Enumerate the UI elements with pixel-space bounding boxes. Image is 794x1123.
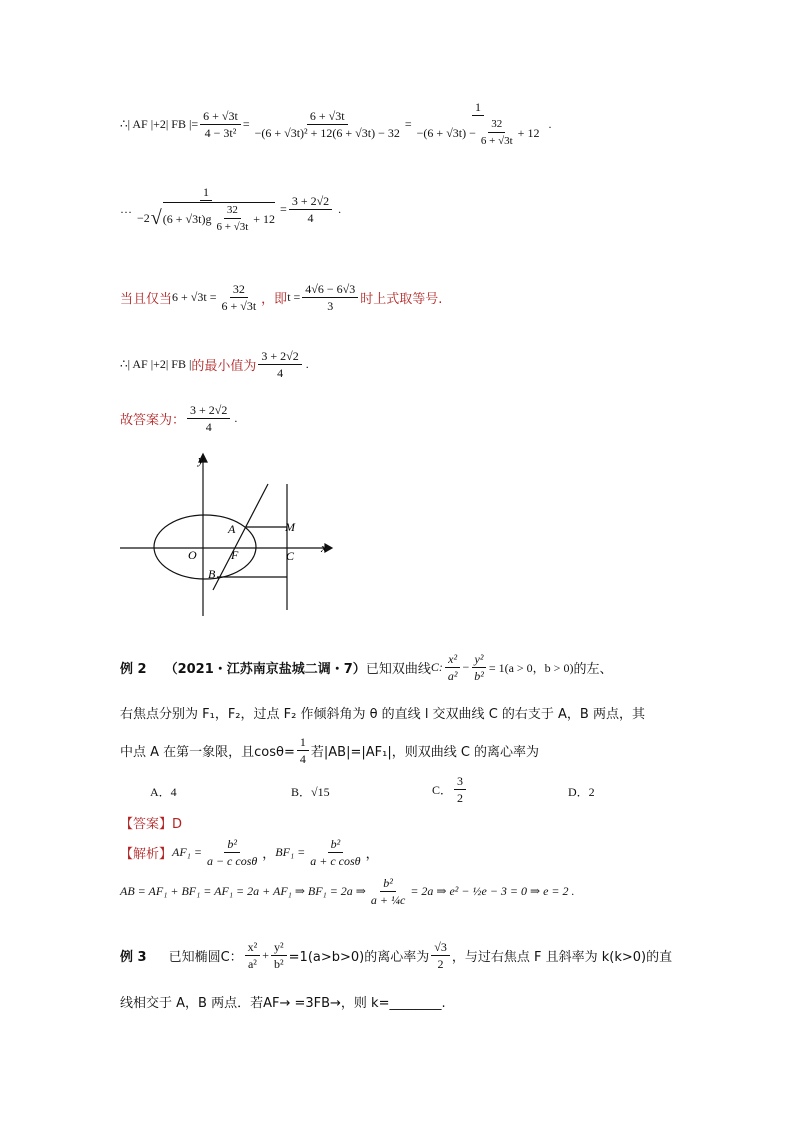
eq1-fraction-2: $\frac{6 + √3t}{\text{−(6 + √3t)² + 12(6 + √3t) − 32}}$ (254, 108, 400, 140)
answer-line: 故答案为： $\frac{3 + 2√2}{4}$ . (120, 403, 238, 434)
example-2-label: 例 2 (120, 662, 147, 677)
chord-line (213, 484, 268, 590)
label-y: y (198, 452, 204, 467)
label-F: F (231, 548, 239, 562)
example-2-line-1: 例 2 （2021・江苏南京盐城二调・7） 已知双曲线 C: $\frac{\text{x²}}{\text{a²}}$ − $\frac{\text{y²}}{\text{b²}}$ = 1(a > 0，b > 0) 的左、 (120, 652, 613, 683)
label-A: A (228, 522, 236, 536)
option-A[interactable]: A．4 (150, 785, 177, 799)
option-C[interactable]: C． $\frac{3}{2}$ (432, 774, 468, 805)
eq2-fraction: 1 −2 √ (6 + √3t)g $\frac{32}{6 + √3t}$ + 12 (137, 185, 276, 233)
equation-line-4: ∴| AF |+2| FB | 的最小值为 $\frac{3 + 2√2}{4}$ . (120, 349, 309, 380)
example-2-line-2: 右焦点分别为 F₁，F₂，过点 F₂ 作倾斜角为 θ 的直线 l 交双曲线 C 的右支于 A，B 两点，其 (120, 707, 645, 722)
label-O: O (188, 548, 197, 562)
example-3-line-2: 线相交于 A，B 两点．若AF→ =3FB→，则 k=________. (120, 996, 446, 1011)
example-2-source: （2021・江苏南京盐城二调・7） (164, 662, 366, 677)
eq1-fraction-3: 1 −(6 + √3t) − $\frac{32}{6 + √3t}$ + 12 (416, 100, 540, 147)
label-M: M (285, 520, 295, 534)
eq1-fraction-1: $\frac{6 + √3t}{\text{4 − 3t²}}$ (200, 109, 241, 140)
option-D[interactable]: D．2 (568, 785, 595, 799)
equation-line-3: 当且仅当 6 + √3t = $\frac{32}{6 + √3t}$ ，即 t = $\frac{4√6 - 6√3}{3}$ 时上式取等号. (120, 282, 443, 313)
equation-line-1: ∴| AF |+2| FB |= $\frac{6 + √3t}{\text{4 − 3t²}}$ = $\frac{6 + √3t}{\text{−(6 + √3t)² + 12(6 + √3t) − 32}}$ = 1 −(6 + √3t) − $\frac{32}{6 + √3t}$ + 12 . (120, 100, 552, 147)
label-C: C (286, 549, 295, 563)
example-2-solution-1: 【解析】 AF₁ = $\frac{\text{b²}}{\text{a − c cosθ}}$ ， BF₁ = $\frac{\text{b²}}{\text{a + c cosθ}}$ ， (120, 837, 379, 868)
example-3-line-1: 例 3 已知椭圆C： $\frac{\text{x²}}{\text{a²}}$ + $\frac{\text{y²}}{\text{b²}}$ =1(a>b>0)的离心率为 $\frac{√3}{2}$ ，与过右焦点 F 且斜率为 k(k>0)的直 (120, 940, 673, 971)
ellipse (154, 515, 256, 579)
radical-sign: √ (150, 207, 162, 229)
option-B[interactable]: B．√15 (291, 785, 330, 799)
ellipse-figure (110, 448, 340, 618)
label-x: x (321, 540, 327, 555)
example-2-solution-2: AB = AF₁ + BF₁ = AF₁ = 2a + AF₁ ⇒ BF₁ = 2a ⇒ $\frac{\text{b²}}{\text{a + ¼c}}$ = 2a ⇒ e² − ½e − 3 = 0 ⇒ e = 2 . (120, 876, 575, 907)
example-2-line-3: 中点 A 在第一象限，且cosθ= $\frac{1}{4}$ 若|AB|=|AF₁|，则双曲线 C 的离心率为 (120, 735, 540, 766)
equation-line-2: … 1 −2 √ (6 + √3t)g $\frac{32}{6 + √3t}$ + 12 = $\frac{3 + 2√2}{4}$ . (120, 185, 342, 233)
eq1-lhs: ∴| AF |+2| FB |= (120, 116, 199, 131)
example-3-label: 例 3 (120, 950, 147, 965)
label-B: B (208, 567, 216, 581)
example-2-answer: 【答案】D (120, 817, 183, 832)
